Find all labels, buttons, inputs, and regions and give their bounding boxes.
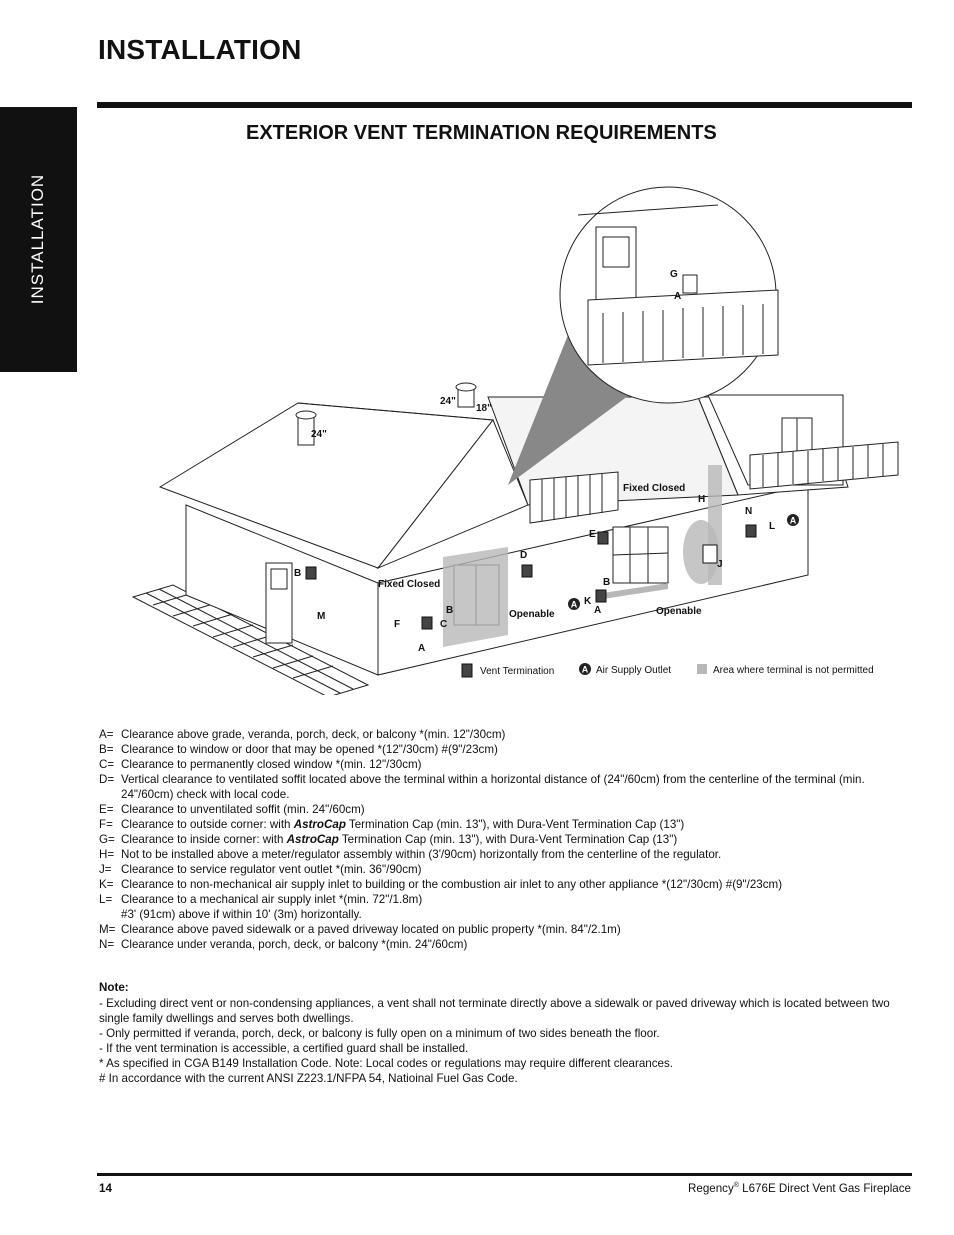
legend-air-supply-outlet: Air Supply Outlet bbox=[596, 665, 672, 676]
dim-24-left: 24" bbox=[311, 429, 327, 440]
page-number: 14 bbox=[99, 1182, 112, 1195]
req-a: A= Clearance above grade, veranda, porch, deck, or balcony *(min. 12"/30cm) bbox=[99, 728, 506, 741]
note-line: - If the vent termination is accessible, a certified guard shall be installed. bbox=[99, 1042, 469, 1055]
dim-24-top: 24" bbox=[440, 396, 456, 407]
label-fixed-closed-left: Fixed Closed bbox=[378, 579, 441, 590]
legend-vent-termination: Vent Termination bbox=[480, 666, 555, 677]
label-g: G bbox=[670, 269, 678, 280]
req-l: L= Clearance to a mechanical air supply inlet *(min. 72"/1.8m) bbox=[99, 893, 423, 906]
label-j: J bbox=[717, 559, 723, 570]
req-d: D= Vertical clearance to ventilated soffit located above the terminal within a horizontal distance of (24"/60cm) from the centerline of the terminal (min. bbox=[99, 773, 865, 786]
note-line: - Only permitted if veranda, porch, deck, or balcony is fully open on a minimum of two sides beneath the floor. bbox=[99, 1027, 660, 1040]
section-title: EXTERIOR VENT TERMINATION REQUIREMENTS bbox=[246, 122, 717, 144]
label-fixed-closed-right: Fixed Closed bbox=[623, 483, 686, 494]
label-b-window: B bbox=[446, 605, 454, 616]
label-e: E bbox=[589, 529, 596, 540]
label-openable-left: Openable bbox=[509, 609, 555, 620]
req-l-continued: #3' (91cm) above if within 10' (3m) horizontally. bbox=[121, 908, 362, 921]
label-n: N bbox=[745, 506, 753, 517]
note-line: - Excluding direct vent or non-condensing appliances, a vent shall not terminate directly above a sidewalk or paved driveway which is located between two single family dwellings and serves both dwellings. bbox=[99, 997, 890, 1025]
req-n: N= Clearance under veranda, porch, deck, or balcony *(min. 24"/60cm) bbox=[99, 938, 468, 951]
req-d-continued: 24"/60cm) check with local code. bbox=[121, 788, 290, 801]
req-j: J= Clearance to service regulator vent outlet *(min. 36"/90cm) bbox=[99, 863, 422, 876]
label-a-right: A bbox=[594, 605, 602, 616]
label-b-door: B bbox=[294, 568, 302, 579]
req-h: H= Not to be installed above a meter/regulator assembly within (3'/90cm) horizontally from the centerline of the regulator. bbox=[99, 848, 722, 861]
note-line: * As specified in CGA B149 Installation Code. Note: Local codes or regulations may require different clearances. bbox=[99, 1057, 673, 1070]
left-door bbox=[266, 563, 292, 643]
label-h: H bbox=[698, 494, 706, 505]
requirements-list bbox=[99, 727, 914, 952]
top-rule bbox=[97, 102, 912, 108]
label-k: K bbox=[584, 596, 592, 607]
diagram-legend bbox=[462, 663, 874, 677]
label-f: F bbox=[394, 619, 401, 630]
label-a-zoom: A bbox=[674, 291, 682, 302]
label-a-front: A bbox=[418, 643, 426, 654]
req-m: M= Clearance above paved sidewalk or a paved driveway located on public property *(min. 84"/2.1m) bbox=[99, 923, 621, 936]
label-l: L bbox=[769, 521, 776, 532]
req-e: E= Clearance to unventilated soffit (min. 24"/60cm) bbox=[99, 803, 365, 816]
notes-heading: Note: bbox=[99, 981, 129, 994]
req-k: K= Clearance to non-mechanical air supply inlet to building or the combustion air inlet to any other appliance *(12"/30cm) #(9"/23cm) bbox=[99, 878, 783, 891]
bottom-rule bbox=[97, 1173, 912, 1176]
house-illustration bbox=[98, 185, 918, 695]
notes-list bbox=[99, 996, 914, 1086]
badge-a-1: A bbox=[570, 599, 578, 610]
side-tab-label: INSTALLATION bbox=[28, 173, 47, 305]
page-title: INSTALLATION bbox=[98, 34, 302, 65]
req-f: F= Clearance to outside corner: with AstroCap Termination Cap (min. 13"), with Dura-Vent Termination Cap (13") bbox=[99, 818, 685, 831]
label-b-right: B bbox=[603, 577, 611, 588]
legend-badge: A bbox=[581, 664, 589, 675]
req-c: C= Clearance to permanently closed window *(min. 12"/30cm) bbox=[99, 758, 422, 771]
label-m: M bbox=[317, 611, 326, 622]
label-d: D bbox=[520, 550, 528, 561]
badge-a-2: A bbox=[789, 515, 797, 526]
vent-clearance-diagram bbox=[98, 185, 918, 695]
legend-not-permitted: Area where terminal is not permitted bbox=[713, 665, 874, 676]
note-line: # In accordance with the current ANSI Z223.1/NFPA 54, Natioinal Fuel Gas Code. bbox=[99, 1072, 518, 1085]
label-openable-right: Openable bbox=[656, 606, 702, 617]
center-balcony bbox=[530, 472, 618, 523]
footer-title: Regency® L676E Direct Vent Gas Fireplace bbox=[688, 1182, 911, 1195]
label-c: C bbox=[440, 619, 448, 630]
req-g: G= Clearance to inside corner: with AstroCap Termination Cap (min. 13"), with Dura-Vent Termination Cap (13") bbox=[99, 833, 678, 846]
dim-18: 18" bbox=[476, 403, 492, 414]
side-tab bbox=[0, 107, 77, 372]
req-b: B= Clearance to window or door that may be opened *(12"/30cm) #(9"/23cm) bbox=[99, 743, 498, 756]
